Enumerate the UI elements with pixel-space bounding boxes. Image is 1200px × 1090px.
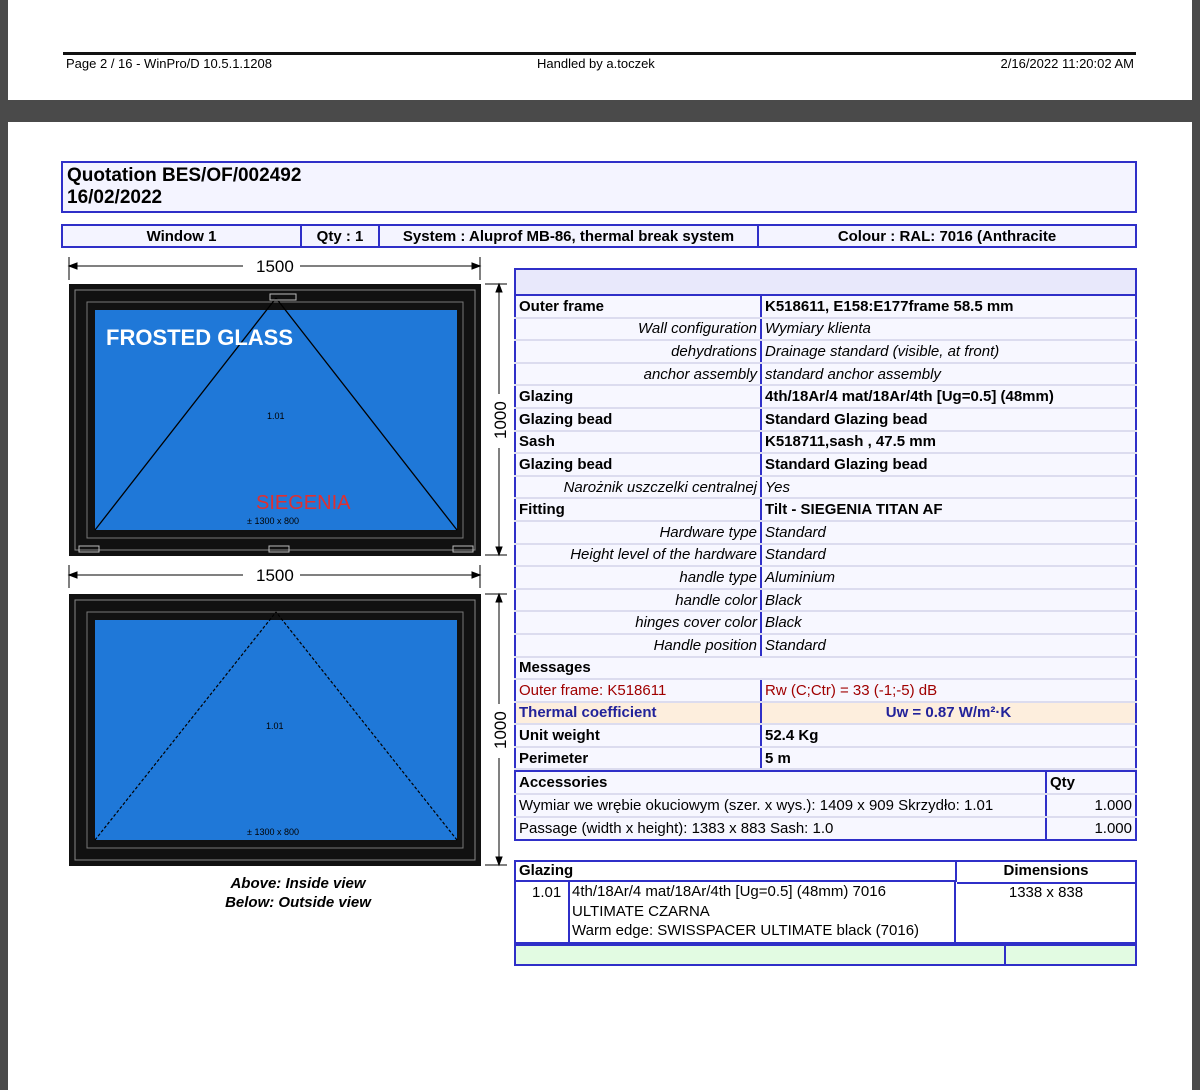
accessory-row [515,817,1136,840]
property-key: Height level of the hardware [515,544,761,567]
property-key: Outer frame: K518611 [515,679,761,702]
property-value: K518711,sash , 47.5 mm [761,431,1136,454]
property-row [515,589,1136,612]
property-value: Standard [761,521,1136,544]
property-key: hinges cover color [515,611,761,634]
property-value: Black [761,589,1136,612]
window-system: System : Aluprof MB-86, thermal break system [380,226,759,246]
accessory-qty: 1.000 [1046,817,1136,840]
property-key: Glazing [515,385,761,408]
accessory-qty: 1.000 [1046,794,1136,817]
property-value: Standard Glazing bead [761,408,1136,431]
height-label-top: 1000 [491,401,510,439]
property-key: Glazing bead [515,408,761,431]
property-row [515,408,1136,431]
window-name: Window 1 [63,226,302,246]
property-key: Thermal coefficient [515,702,761,725]
properties-header-row [515,269,1136,295]
property-row [515,679,1136,702]
property-value: Uw = 0.87 W/m²·K [761,702,1136,725]
property-row [515,295,1136,318]
accessory-text: Wymiar we wrębie okuciowym (szer. x wys.): 1409 x 909 Skrzydło: 1.01 [515,794,1046,817]
property-key: handle color [515,589,761,612]
property-value: Aluminium [761,566,1136,589]
pane-size-bottom: ± 1300 x 800 [247,827,299,837]
pane-id-bottom: 1.01 [266,721,284,731]
property-key: Messages [515,657,761,680]
header-page-info: Page 2 / 16 - WinPro/D 10.5.1.1208 [66,56,272,71]
property-key: Perimeter [515,747,761,770]
property-row [515,566,1136,589]
property-value: Standard [761,544,1136,567]
accessories-qty-header: Qty [1046,771,1136,794]
property-value: Wymiary klienta [761,318,1136,341]
glazing-dimensions: 1338 x 838 [1008,884,1084,901]
accessory-text: Passage (width x height): 1383 x 883 Sash: 1.0 [519,820,834,837]
property-row [515,521,1136,544]
property-value [761,657,1136,680]
quotation-number: Quotation BES/OF/002492 [67,165,302,186]
property-row [515,702,1136,725]
window-colour: Colour : RAL: 7016 (Anthracite [837,227,1057,245]
property-key: dehydrations [515,340,761,363]
property-key: Wall configuration [515,318,761,341]
accessories-table [514,770,1137,841]
quotation-date: 16/02/2022 [67,187,163,208]
property-row [515,363,1136,386]
quotation-box [61,161,1137,213]
property-row [515,453,1136,476]
glazing-line-2: ULTIMATE CZARNA [572,902,710,920]
property-row [515,611,1136,634]
window-bar [61,224,1137,248]
property-row [515,724,1136,747]
property-row [515,431,1136,454]
pane-size-top: ± 1300 x 800 [247,516,299,526]
header-timestamp: 2/16/2022 11:20:02 AM [1000,56,1134,71]
property-value: Drainage standard (visible, at front) [761,340,1136,363]
pane-id-top: 1.01 [267,411,285,421]
property-key: Sash [515,431,761,454]
property-row [515,318,1136,341]
property-row [515,544,1136,567]
property-key: Glazing bead [515,453,761,476]
property-value: K518611, E158:E177frame 58.5 mm [761,295,1136,318]
frosted-label: FROSTED GLASS [106,325,294,350]
property-key: handle type [515,566,761,589]
window-drawing [63,252,510,872]
caption-below: Below: Outside view [225,894,371,911]
accessory-row [515,794,1136,817]
property-row [515,340,1136,363]
property-key: Fitting [515,498,761,521]
property-key: Outer frame [515,295,761,318]
property-key: Handle position [515,634,761,657]
property-row [515,634,1136,657]
property-value: 5 m [761,747,1136,770]
window-qty: Qty : 1 [302,226,380,246]
property-value: standard anchor assembly [761,363,1136,386]
footer-bar [514,944,1137,966]
quotation-page [8,122,1192,1090]
properties-table [514,268,1137,770]
accessories-title: Accessories [515,771,1046,794]
property-row [515,657,1136,680]
property-value: Rw (C;Ctr) = 33 (-1;-5) dB [761,679,1136,702]
glazing-title: Glazing [516,862,957,882]
property-value: Standard Glazing bead [761,453,1136,476]
glazing-detail [514,860,1137,944]
property-value: Yes [761,476,1136,499]
property-row [515,747,1136,770]
property-row [515,498,1136,521]
glazing-number: 1.01 [532,884,562,901]
dimensions-title: Dimensions [957,862,1135,884]
property-key: Narożnik uszczelki centralnej [515,476,761,499]
property-value: Black [761,611,1136,634]
width-label-top: 1500 [256,257,294,276]
height-label-bottom: 1000 [491,711,510,749]
header-handler: Handled by a.toczek [537,56,655,71]
previous-page [8,0,1192,100]
header-rule [63,52,1136,55]
property-key: Unit weight [515,724,761,747]
property-row [515,476,1136,499]
property-key: anchor assembly [515,363,761,386]
glazing-line-3: Warm edge: SWISSPACER ULTIMATE black (7016) [572,922,920,939]
brand-label: SIEGENIA [256,492,351,514]
property-row [515,385,1136,408]
property-value: Tilt - SIEGENIA TITAN AF [761,498,1136,521]
glazing-description [568,882,956,942]
property-value: 52.4 Kg [761,724,1136,747]
width-label-bottom: 1500 [256,566,294,585]
property-value: 4th/18Ar/4 mat/18Ar/4th [Ug=0.5] (48mm) [761,385,1136,408]
property-value: Standard [761,634,1136,657]
caption-above: Above: Inside view [230,875,366,892]
glazing-line-1: 4th/18Ar/4 mat/18Ar/4th [Ug=0.5] (48mm) 7016 [572,883,886,900]
property-key: Hardware type [515,521,761,544]
